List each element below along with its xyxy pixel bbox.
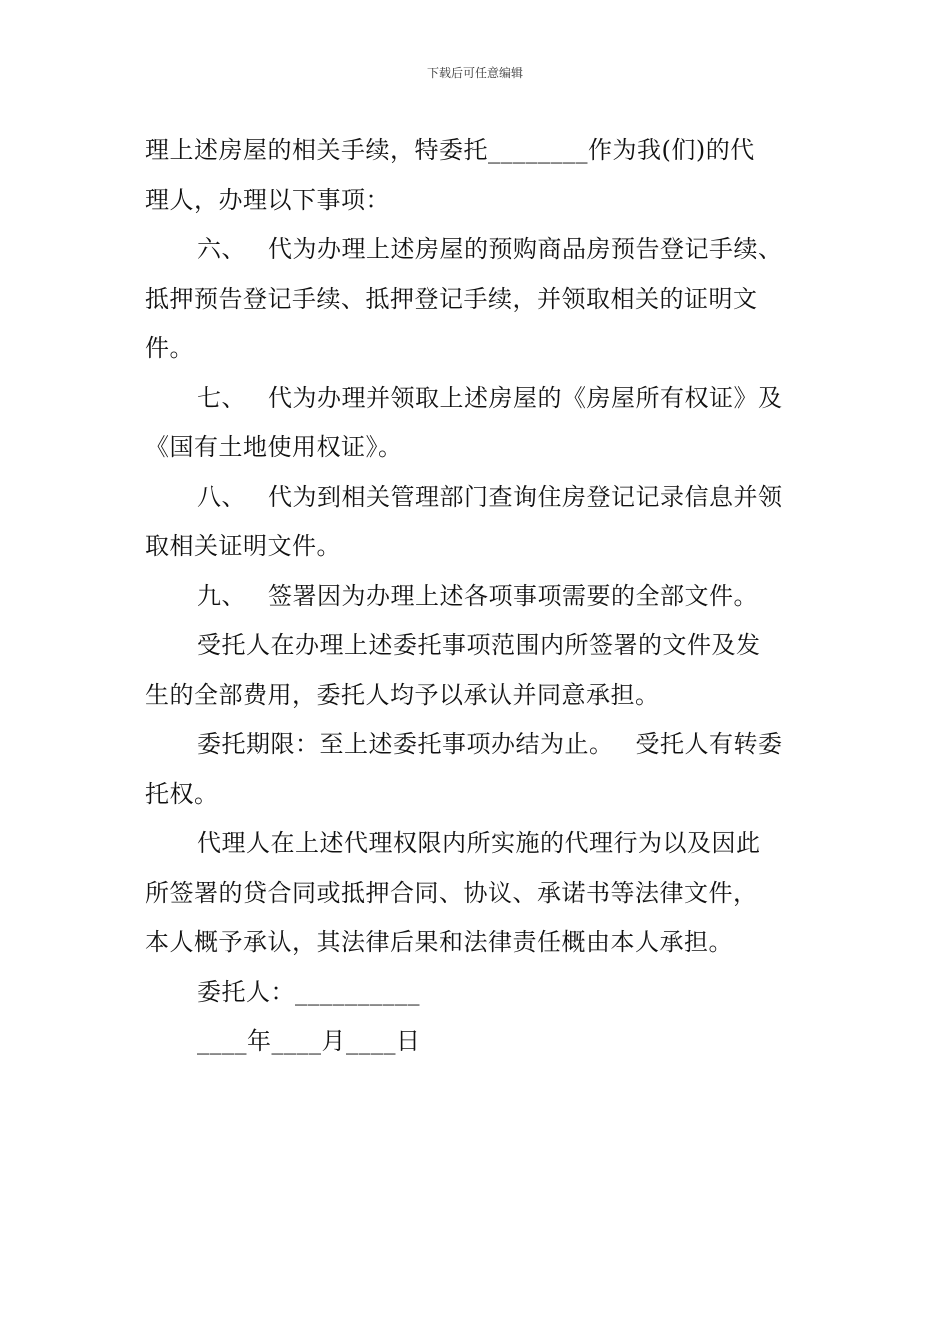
item-text: 签署因为办理上述各项事项需要的全部文件。 [268, 581, 758, 610]
paragraph-line: 件。 [145, 334, 194, 362]
sub-delegation-text: 受托人有转委 [635, 730, 783, 758]
item-seven [145, 374, 810, 424]
paragraph-line: 所签署的贷合同或抵押合同、协议、承诺书等法律文件， [145, 878, 758, 907]
term-text: 委托期限：至上述委托事项办结为止。 [197, 730, 614, 758]
paragraph-line: 受托人在办理上述委托事项范围内所签署的文件及发 [197, 631, 761, 659]
item-number: 七、 [197, 383, 246, 412]
paragraph-line: 抵押预告登记手续、抵押登记手续，并领取相关的证明文 [145, 284, 758, 313]
signature-line: 委托人：__________ [197, 977, 420, 1006]
paragraph-line: 代理人在上述代理权限内所实施的代理行为以及因此 [197, 829, 761, 857]
item-text: 代为办理并领取上述房屋的《房屋所有权证》及 [268, 383, 783, 412]
term-paragraph [145, 720, 810, 770]
paragraph-line: 理人，办理以下事项： [145, 185, 390, 214]
item-six [145, 225, 810, 275]
item-eight [145, 473, 810, 523]
item-number: 六、 [197, 235, 246, 263]
item-number: 九、 [197, 581, 246, 610]
paragraph-line: 生的全部费用，委托人均予以承认并同意承担。 [145, 680, 660, 709]
page-header-note: 下载后可任意编辑 [426, 66, 523, 80]
paragraph-line: 托权。 [145, 779, 219, 808]
date-line: ____年____月____日 [197, 1027, 421, 1055]
paragraph-line: 本人概予承认，其法律后果和法律责任概由本人承担。 [145, 928, 733, 956]
item-nine [145, 572, 810, 622]
paragraph-line: 理上述房屋的相关手续，特委托________作为我(们)的代 [145, 136, 755, 164]
item-text: 代为到相关管理部门查询住房登记记录信息并领 [268, 482, 783, 511]
paragraph-line: 《国有土地使用权证》。 [145, 433, 403, 461]
document-body [145, 126, 810, 1067]
item-number: 八、 [197, 482, 246, 511]
paragraph-line: 取相关证明文件。 [145, 532, 341, 560]
item-text: 代为办理上述房屋的预购商品房预告登记手续、 [268, 235, 783, 263]
